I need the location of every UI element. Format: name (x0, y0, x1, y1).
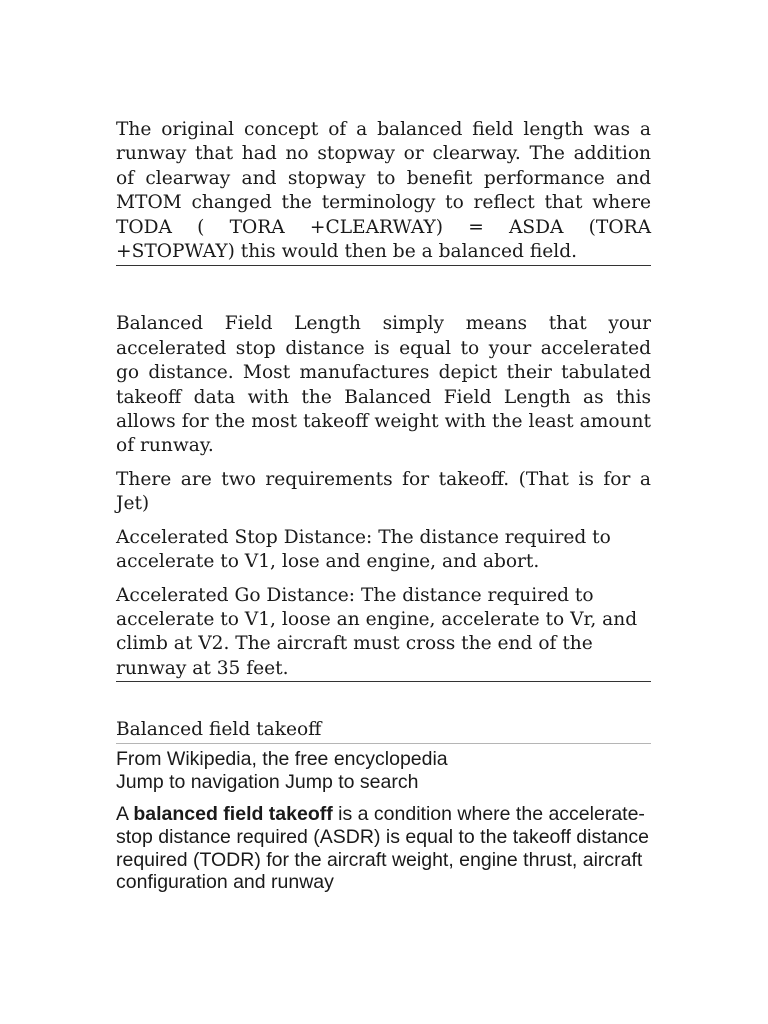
wiki-lead-text: is a condition where the accelerate-stop distance required (ASDR) is equal to the takeoff distance required (TODR) for the aircraft weight, engine thrust, aircraft configuration and runway (116, 803, 649, 894)
wiki-tagline: From Wikipedia, the free encyclopedia (116, 748, 448, 771)
wiki-lead-prefix: A (116, 803, 134, 826)
takeoff-requirements-paragraph: There are two requirements for takeoff. (That is for a Jet) (116, 468, 651, 515)
bfl-definition-paragraph: Balanced Field Length simply means that your accelerated stop distance is equal to your accelerated go distance. Most manufactures depict their tabulated takeoff data with the Balanced Field Length as this allows for the most takeoff weight with the least amount of runway. (116, 313, 651, 457)
document-page (116, 118, 651, 894)
wiki-jump-links[interactable]: Jump to navigation Jump to search (116, 770, 419, 793)
bfl-concept-paragraph: The original concept of a balanced field length was a runway that had no stopway or clearway. The addition of clearway and stopway to benefit performance and MTOM changed the terminology to reflect that where TODA ( TORA +CLEARWAY) = ASDA (TORA +STOPWAY) this would then be a balanced field. (116, 118, 651, 266)
bfl-explanation-section (116, 312, 651, 682)
wiki-article-title: Balanced field takeoff (116, 717, 651, 744)
wiki-lead-term: balanced field takeoff (133, 803, 333, 826)
accelerated-stop-paragraph: Accelerated Stop Distance: The distance required to accelerate to V1, lose and engine, and abort. (116, 526, 611, 573)
wiki-lead-paragraph (116, 803, 651, 893)
accelerated-go-paragraph: Accelerated Go Distance: The distance required to accelerate to V1, loose an engine, accelerate to Vr, and climb at V2. The aircraft must cross the end of the runway at 35 feet. (116, 584, 651, 683)
